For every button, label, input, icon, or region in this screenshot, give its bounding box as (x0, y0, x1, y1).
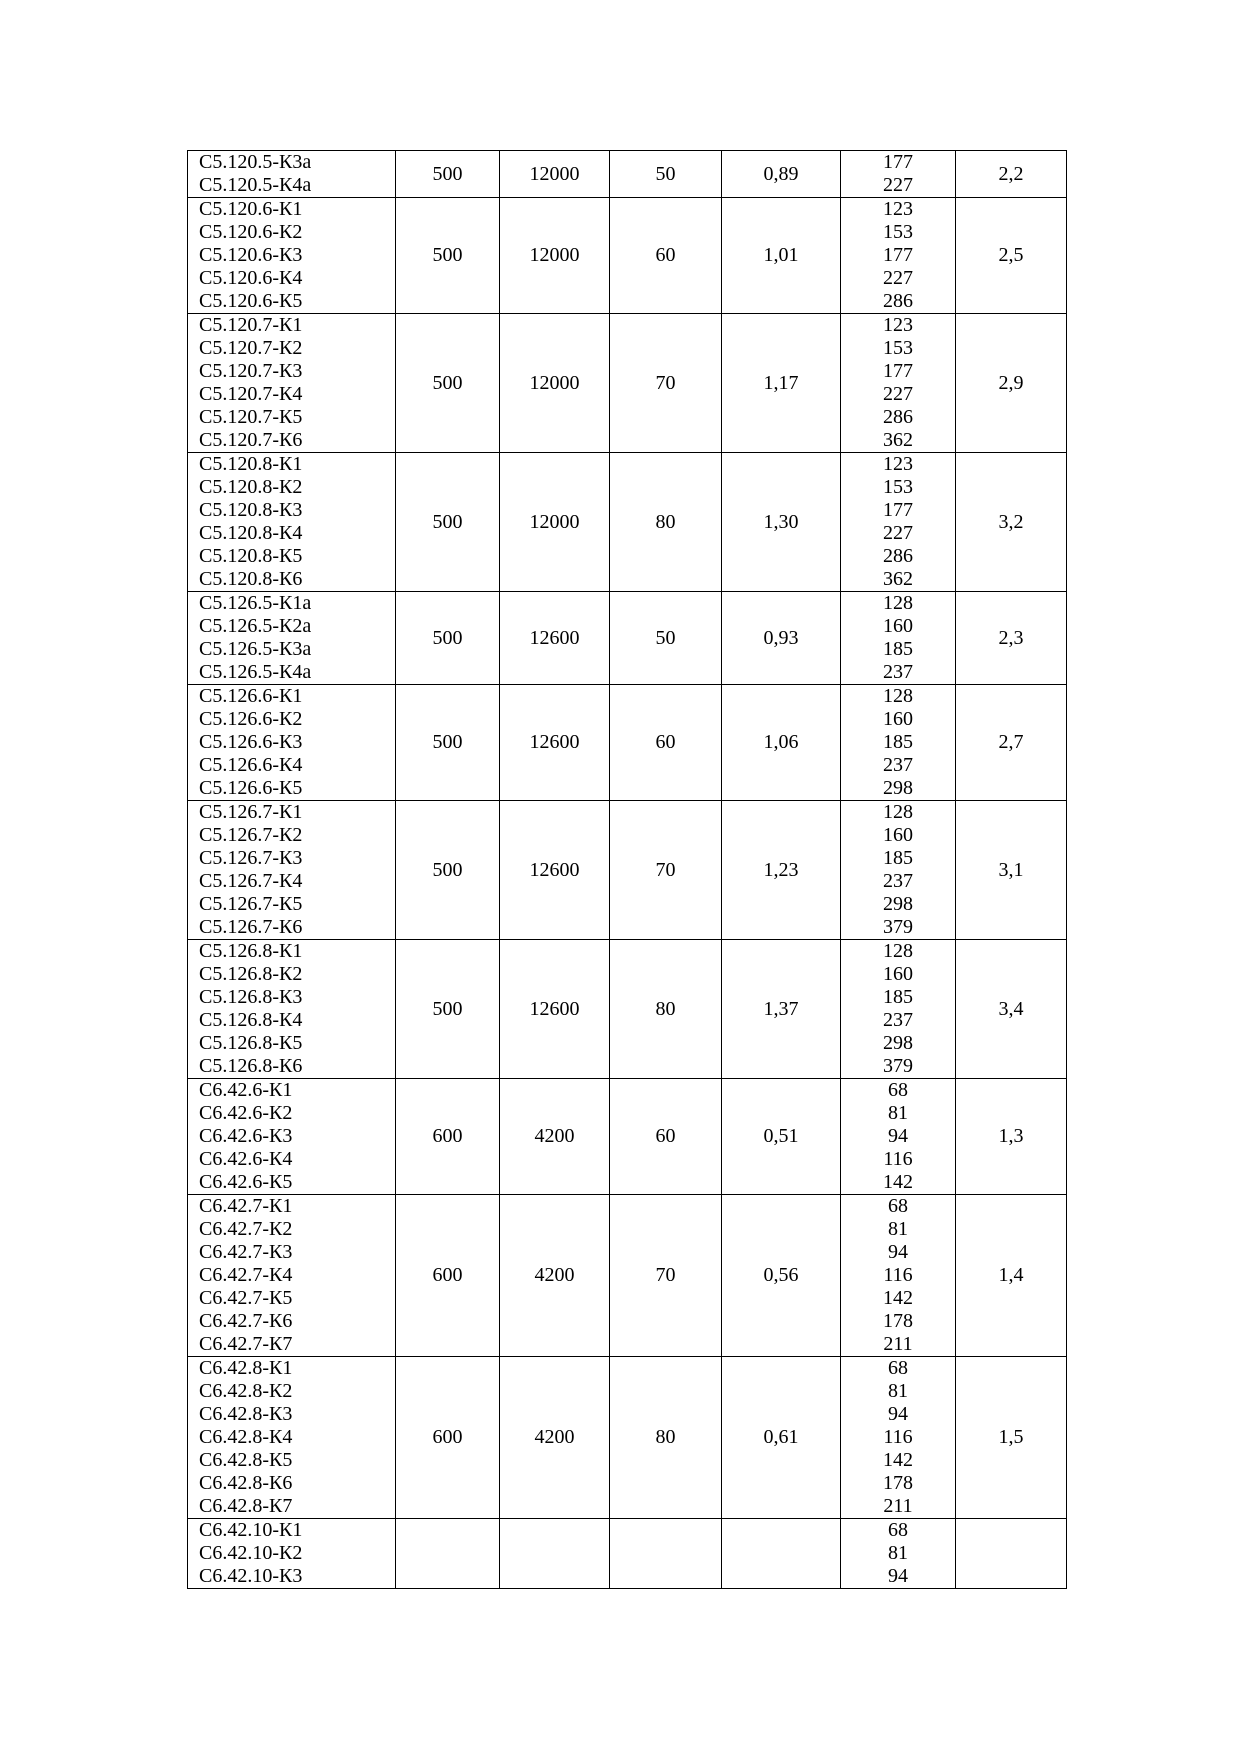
cell-mass: 2,9 (956, 314, 1067, 453)
slab-mark: С5.120.7-К1 (199, 314, 303, 336)
load-value: 185 (883, 986, 913, 1008)
table-row (188, 453, 1067, 592)
slab-mark: С5.120.7-К4 (199, 383, 303, 405)
slab-mark: С5.126.5-К4а (199, 661, 312, 683)
cell-volume: 1,37 (722, 940, 841, 1079)
slab-mark: С6.42.6-К3 (199, 1125, 293, 1147)
cell-width: 500 (396, 453, 500, 592)
load-value: 128 (883, 801, 913, 823)
load-value: 153 (883, 337, 913, 359)
cell-thickness: 60 (610, 1079, 722, 1195)
cell-volume: 0,61 (722, 1357, 841, 1519)
slab-mark: С6.42.7-К2 (199, 1218, 293, 1240)
slab-mark: С6.42.6-К2 (199, 1102, 293, 1124)
cell-mass (956, 1519, 1067, 1589)
table-row (188, 940, 1067, 1079)
cell-length (500, 1519, 610, 1589)
table-row (188, 314, 1067, 453)
load-value: 94 (888, 1403, 908, 1425)
cell-volume (722, 1519, 841, 1589)
load-value: 211 (883, 1495, 913, 1517)
load-value: 177 (883, 151, 913, 173)
slab-mark: С5.126.6-К2 (199, 708, 303, 730)
cell-volume: 0,89 (722, 151, 841, 198)
slab-mark: С5.120.7-К3 (199, 360, 303, 382)
cell-loads (841, 801, 956, 940)
cell-thickness: 70 (610, 314, 722, 453)
cell-volume: 1,01 (722, 198, 841, 314)
load-value: 142 (883, 1449, 913, 1471)
cell-mass: 2,3 (956, 592, 1067, 685)
slab-mark: С6.42.8-К6 (199, 1472, 293, 1494)
slab-mark: С6.42.8-К1 (199, 1357, 293, 1379)
cell-thickness: 60 (610, 198, 722, 314)
slab-mark: С5.126.8-К1 (199, 940, 303, 962)
cell-marks (188, 1079, 396, 1195)
cell-loads (841, 592, 956, 685)
load-value: 237 (883, 754, 913, 776)
slab-mark: С5.120.8-К6 (199, 568, 303, 590)
slab-mark: С6.42.7-К6 (199, 1310, 293, 1332)
slab-mark: С6.42.8-К2 (199, 1380, 293, 1402)
cell-width: 600 (396, 1195, 500, 1357)
slab-mark: С5.126.8-К6 (199, 1055, 303, 1077)
slab-mark: С5.126.8-К2 (199, 963, 303, 985)
slab-mark: С5.120.8-К5 (199, 545, 303, 567)
cell-loads (841, 198, 956, 314)
slab-mark: С6.42.7-К5 (199, 1287, 293, 1309)
document-page (187, 150, 1066, 1589)
cell-length: 4200 (500, 1357, 610, 1519)
load-value: 68 (888, 1519, 908, 1541)
slab-mark: С5.120.6-К4 (199, 267, 303, 289)
cell-mass: 1,5 (956, 1357, 1067, 1519)
cell-length: 12600 (500, 592, 610, 685)
slab-mark: С5.126.6-К1 (199, 685, 303, 707)
cell-width: 500 (396, 314, 500, 453)
load-value: 128 (883, 592, 913, 614)
load-value: 160 (883, 708, 913, 730)
table-row (188, 1079, 1067, 1195)
load-value: 81 (888, 1542, 908, 1564)
cell-thickness: 70 (610, 1195, 722, 1357)
slab-specification-table (187, 150, 1067, 1589)
cell-loads (841, 940, 956, 1079)
cell-mass: 2,2 (956, 151, 1067, 198)
load-value: 81 (888, 1102, 908, 1124)
load-value: 362 (883, 568, 913, 590)
load-value: 68 (888, 1079, 908, 1101)
cell-mass: 3,1 (956, 801, 1067, 940)
cell-width: 500 (396, 801, 500, 940)
slab-mark: С5.126.8-К5 (199, 1032, 303, 1054)
load-value: 298 (883, 777, 913, 799)
slab-mark: С6.42.8-К7 (199, 1495, 293, 1517)
cell-volume: 1,17 (722, 314, 841, 453)
cell-thickness: 80 (610, 1357, 722, 1519)
load-value: 298 (883, 893, 913, 915)
cell-marks (188, 685, 396, 801)
load-value: 185 (883, 731, 913, 753)
load-value: 123 (883, 453, 913, 475)
cell-mass: 1,4 (956, 1195, 1067, 1357)
load-value: 237 (883, 1009, 913, 1031)
cell-marks (188, 453, 396, 592)
load-value: 81 (888, 1380, 908, 1402)
load-value: 116 (883, 1264, 913, 1286)
load-value: 286 (883, 545, 913, 567)
load-value: 128 (883, 685, 913, 707)
slab-mark: С5.120.5-К4а (199, 174, 312, 196)
slab-mark: С5.126.8-К4 (199, 1009, 303, 1031)
cell-volume: 1,06 (722, 685, 841, 801)
slab-mark: С5.120.8-К4 (199, 522, 303, 544)
load-value: 94 (888, 1241, 908, 1263)
load-value: 177 (883, 244, 913, 266)
cell-marks (188, 1357, 396, 1519)
cell-volume: 0,93 (722, 592, 841, 685)
cell-loads (841, 1195, 956, 1357)
load-value: 298 (883, 1032, 913, 1054)
load-value: 185 (883, 847, 913, 869)
cell-width (396, 1519, 500, 1589)
cell-length: 12600 (500, 940, 610, 1079)
slab-mark: С6.42.6-К1 (199, 1079, 293, 1101)
table-row (188, 151, 1067, 198)
cell-mass: 3,2 (956, 453, 1067, 592)
load-value: 142 (883, 1287, 913, 1309)
cell-loads (841, 685, 956, 801)
cell-length: 12600 (500, 685, 610, 801)
load-value: 177 (883, 360, 913, 382)
slab-mark: С5.126.7-К1 (199, 801, 303, 823)
load-value: 237 (883, 870, 913, 892)
table-row (188, 1519, 1067, 1589)
load-value: 160 (883, 824, 913, 846)
load-value: 116 (883, 1148, 913, 1170)
slab-mark: С6.42.7-К3 (199, 1241, 293, 1263)
slab-mark: С5.120.6-К1 (199, 198, 303, 220)
load-value: 379 (883, 916, 913, 938)
table-row (188, 801, 1067, 940)
load-value: 211 (883, 1333, 913, 1355)
slab-mark: С5.126.6-К4 (199, 754, 303, 776)
cell-volume: 0,51 (722, 1079, 841, 1195)
slab-mark: С5.120.8-К3 (199, 499, 303, 521)
load-value: 178 (883, 1310, 913, 1332)
slab-mark: С5.126.7-К2 (199, 824, 303, 846)
cell-width: 600 (396, 1357, 500, 1519)
cell-width: 500 (396, 198, 500, 314)
slab-mark: С5.126.6-К3 (199, 731, 303, 753)
slab-mark: С5.126.6-К5 (199, 777, 303, 799)
load-value: 81 (888, 1218, 908, 1240)
load-value: 94 (888, 1565, 908, 1587)
cell-marks (188, 801, 396, 940)
cell-thickness: 80 (610, 453, 722, 592)
cell-thickness: 50 (610, 151, 722, 198)
load-value: 153 (883, 221, 913, 243)
load-value: 237 (883, 661, 913, 683)
slab-mark: С5.126.5-К2а (199, 615, 312, 637)
slab-mark: С5.120.5-К3а (199, 151, 312, 173)
load-value: 286 (883, 290, 913, 312)
slab-mark: С6.42.10-К1 (199, 1519, 303, 1541)
cell-marks (188, 314, 396, 453)
cell-thickness: 60 (610, 685, 722, 801)
slab-mark: С5.126.7-К6 (199, 916, 303, 938)
cell-thickness: 80 (610, 940, 722, 1079)
cell-width: 500 (396, 592, 500, 685)
slab-mark: С5.120.8-К2 (199, 476, 303, 498)
cell-length: 12000 (500, 151, 610, 198)
slab-mark: С5.126.7-К3 (199, 847, 303, 869)
load-value: 160 (883, 615, 913, 637)
slab-mark: С6.42.8-К5 (199, 1449, 293, 1471)
load-value: 185 (883, 638, 913, 660)
slab-mark: С6.42.7-К7 (199, 1333, 293, 1355)
cell-loads (841, 453, 956, 592)
table-row (188, 592, 1067, 685)
slab-mark: С5.126.5-К3а (199, 638, 312, 660)
table-row (188, 1195, 1067, 1357)
load-value: 379 (883, 1055, 913, 1077)
cell-width: 500 (396, 685, 500, 801)
cell-marks (188, 1195, 396, 1357)
cell-mass: 2,5 (956, 198, 1067, 314)
cell-mass: 2,7 (956, 685, 1067, 801)
load-value: 68 (888, 1357, 908, 1379)
cell-loads (841, 314, 956, 453)
cell-marks (188, 198, 396, 314)
cell-loads (841, 1079, 956, 1195)
load-value: 68 (888, 1195, 908, 1217)
slab-mark: С5.120.7-К6 (199, 429, 303, 451)
load-value: 153 (883, 476, 913, 498)
cell-length: 12000 (500, 453, 610, 592)
slab-mark: С5.126.7-К4 (199, 870, 303, 892)
load-value: 116 (883, 1426, 913, 1448)
cell-thickness: 50 (610, 592, 722, 685)
cell-marks (188, 592, 396, 685)
slab-mark: С6.42.7-К4 (199, 1264, 293, 1286)
cell-thickness (610, 1519, 722, 1589)
slab-mark: С5.126.8-К3 (199, 986, 303, 1008)
table-body (188, 151, 1067, 1589)
load-value: 128 (883, 940, 913, 962)
cell-length: 4200 (500, 1079, 610, 1195)
cell-width: 500 (396, 940, 500, 1079)
slab-mark: С5.120.7-К2 (199, 337, 303, 359)
load-value: 177 (883, 499, 913, 521)
cell-volume: 0,56 (722, 1195, 841, 1357)
slab-mark: С5.126.7-К5 (199, 893, 303, 915)
load-value: 227 (883, 383, 913, 405)
cell-width: 600 (396, 1079, 500, 1195)
slab-mark: С5.120.6-К5 (199, 290, 303, 312)
load-value: 123 (883, 198, 913, 220)
cell-marks (188, 940, 396, 1079)
cell-length: 12600 (500, 801, 610, 940)
slab-mark: С5.126.5-К1а (199, 592, 312, 614)
cell-marks (188, 1519, 396, 1589)
load-value: 227 (883, 267, 913, 289)
slab-mark: С6.42.10-К2 (199, 1542, 303, 1564)
load-value: 142 (883, 1171, 913, 1193)
cell-marks (188, 151, 396, 198)
load-value: 227 (883, 522, 913, 544)
slab-mark: С6.42.7-К1 (199, 1195, 293, 1217)
cell-loads (841, 1519, 956, 1589)
table-row (188, 198, 1067, 314)
table-row (188, 1357, 1067, 1519)
cell-loads (841, 151, 956, 198)
cell-width: 500 (396, 151, 500, 198)
slab-mark: С6.42.6-К4 (199, 1148, 293, 1170)
load-value: 286 (883, 406, 913, 428)
cell-volume: 1,30 (722, 453, 841, 592)
load-value: 123 (883, 314, 913, 336)
cell-length: 4200 (500, 1195, 610, 1357)
load-value: 362 (883, 429, 913, 451)
cell-thickness: 70 (610, 801, 722, 940)
cell-length: 12000 (500, 198, 610, 314)
slab-mark: С6.42.8-К3 (199, 1403, 293, 1425)
slab-mark: С6.42.10-К3 (199, 1565, 303, 1587)
cell-mass: 1,3 (956, 1079, 1067, 1195)
slab-mark: С6.42.8-К4 (199, 1426, 293, 1448)
load-value: 160 (883, 963, 913, 985)
table-row (188, 685, 1067, 801)
slab-mark: С6.42.6-К5 (199, 1171, 293, 1193)
load-value: 227 (883, 174, 913, 196)
cell-length: 12000 (500, 314, 610, 453)
cell-volume: 1,23 (722, 801, 841, 940)
load-value: 94 (888, 1125, 908, 1147)
slab-mark: С5.120.6-К2 (199, 221, 303, 243)
slab-mark: С5.120.8-К1 (199, 453, 303, 475)
cell-loads (841, 1357, 956, 1519)
slab-mark: С5.120.6-К3 (199, 244, 303, 266)
cell-mass: 3,4 (956, 940, 1067, 1079)
load-value: 178 (883, 1472, 913, 1494)
slab-mark: С5.120.7-К5 (199, 406, 303, 428)
